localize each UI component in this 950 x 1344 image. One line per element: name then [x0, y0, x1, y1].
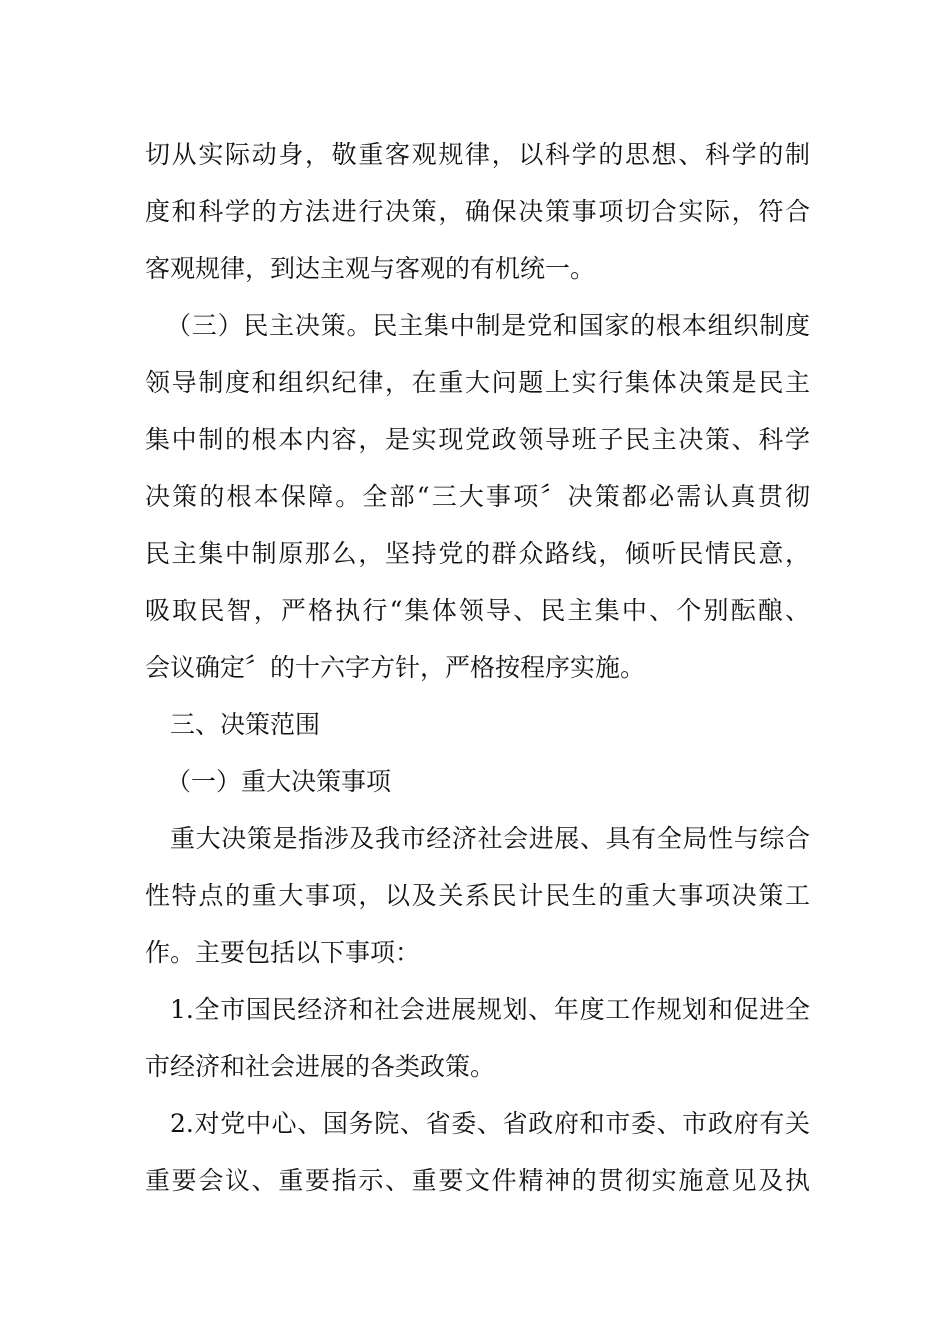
body-text-line: 切从实际动身，敬重客观规律，以科学的思想、科学的制 [145, 140, 810, 169]
body-text-line: 决策的根本保障。全部“三大事项〞决策都必需认真贯彻 [145, 482, 810, 511]
body-text-line: 作。主要包括以下事项： [145, 938, 421, 967]
section-paragraph-line: （三）民主决策。民主集中制是党和国家的根本组织制度 [166, 311, 810, 340]
subsection-heading: （一）重大决策事项 [166, 767, 392, 796]
body-text-line: 民主集中制原那么，坚持党的群众路线，倾听民情民意， [145, 539, 810, 568]
body-text-line: 吸取民智，严格执行“集体领导、民主集中、个别酝酿、 [145, 596, 810, 625]
body-text-line: 性特点的重大事项，以及关系民计民生的重大事项决策工 [145, 881, 810, 910]
body-text-line: 客观规律，到达主观与客观的有机统一。 [145, 254, 596, 283]
body-text-line: 重大决策是指涉及我市经济社会进展、具有全局性与综合 [170, 824, 810, 853]
list-item-line: 2.对党中心、国务院、省委、省政府和市委、市政府有关 [170, 1109, 810, 1138]
body-text-line: 集中制的根本内容，是实现党政领导班子民主决策、科学 [145, 425, 810, 454]
list-item-line: 市经济和社会进展的各类政策。 [145, 1052, 496, 1081]
list-item-line: 1.全市国民经济和社会进展规划、年度工作规划和促进全 [170, 995, 810, 1024]
section-heading: 三、决策范围 [170, 710, 321, 739]
body-text-line: 度和科学的方法进行决策，确保决策事项切合实际，符合 [145, 197, 810, 226]
body-text-line: 会议确定〞的十六字方针，严格按程序实施。 [145, 653, 646, 682]
body-text-line: 领导制度和组织纪律，在重大问题上实行集体决策是民主 [145, 368, 810, 397]
list-item-line: 重要会议、重要指示、重要文件精神的贯彻实施意见及执 [145, 1166, 810, 1195]
